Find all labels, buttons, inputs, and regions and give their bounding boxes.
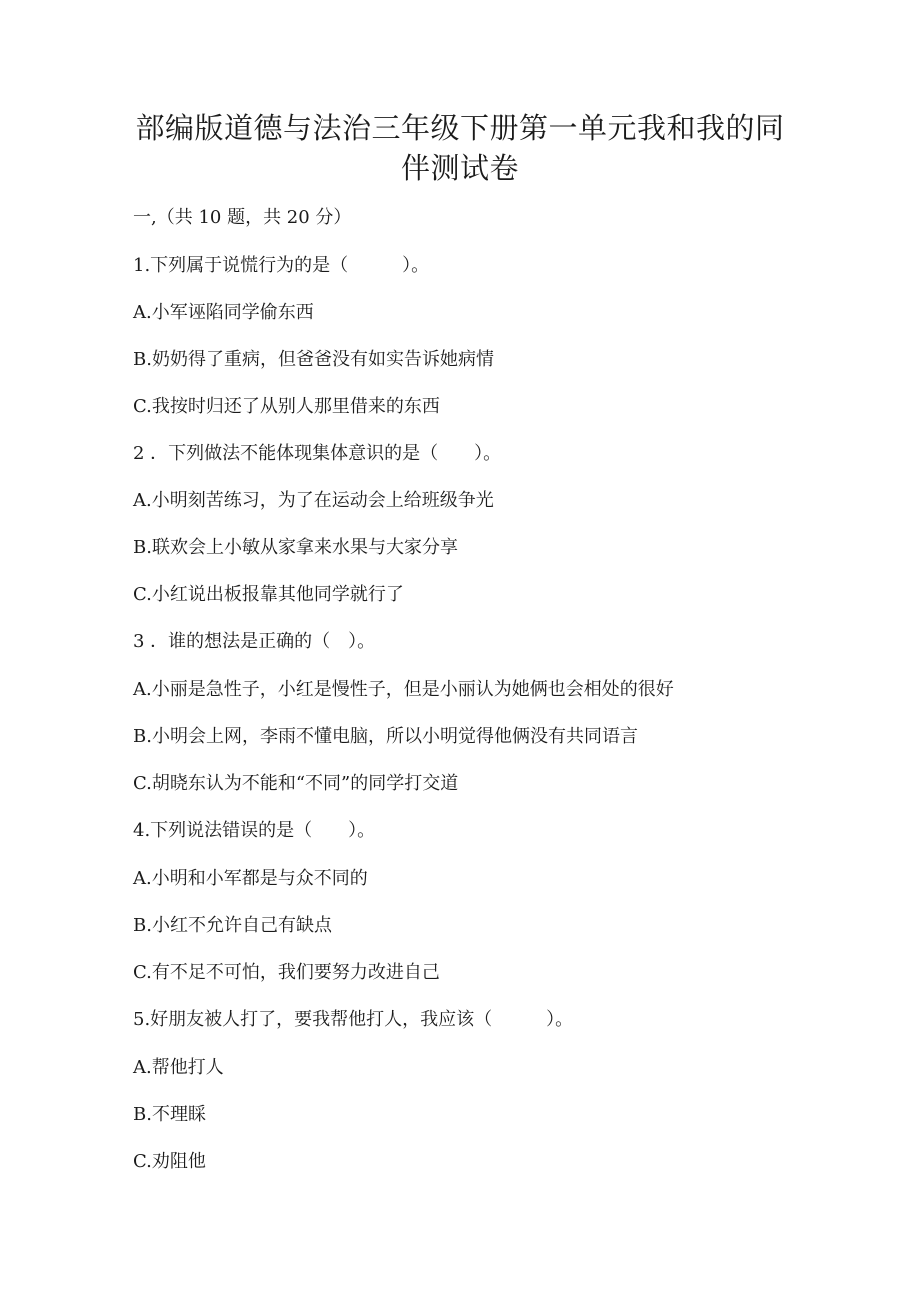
question-3-option-c: C.胡晓东认为不能和“不同”的同学打交道 xyxy=(133,773,459,794)
question-4-option-b: B.小红不允许自己有缺点 xyxy=(133,915,332,936)
question-5-option-a: A.帮他打人 xyxy=(133,1057,224,1078)
document-title xyxy=(120,108,800,188)
question-3-stem: 3 ．谁的想法是正确的（ ）。 xyxy=(133,631,376,652)
question-2-option-a: A.小明刻苦练习，为了在运动会上给班级争光 xyxy=(133,490,494,511)
question-4-option-c: C.有不足不可怕，我们要努力改进自己 xyxy=(133,962,440,983)
section-heading: 一,（共 10 题，共 20 分） xyxy=(133,207,352,228)
question-4-stem: 4.下列说法错误的是（ ）。 xyxy=(133,820,376,841)
question-1-option-b: B.奶奶得了重病，但爸爸没有如实告诉她病情 xyxy=(133,349,494,370)
question-5-option-b: B.不理睬 xyxy=(133,1104,206,1125)
question-3-option-b: B.小明会上网，李雨不懂电脑，所以小明觉得他俩没有共同语言 xyxy=(133,726,638,747)
question-4-option-a: A.小明和小军都是与众不同的 xyxy=(133,868,368,889)
question-1-stem: 1.下列属于说慌行为的是（ ）。 xyxy=(133,255,430,276)
question-5-option-c: C.劝阻他 xyxy=(133,1151,206,1172)
question-2-option-b: B.联欢会上小敏从家拿来水果与大家分享 xyxy=(133,537,458,558)
question-5-stem: 5.好朋友被人打了，要我帮他打人，我应该（ ）。 xyxy=(133,1009,574,1030)
title-line-1: 部编版道德与法治三年级下册第一单元我和我的同 xyxy=(135,111,785,145)
question-2-stem: 2 ．下列做法不能体现集体意识的是（ ）。 xyxy=(133,443,502,464)
question-3-option-a: A.小丽是急性子，小红是慢性子，但是小丽认为她俩也会相处的很好 xyxy=(133,679,674,700)
question-1-option-c: C.我按时归还了从别人那里借来的东西 xyxy=(133,396,440,417)
question-1-option-a: A.小军诬陷同学偷东西 xyxy=(133,302,314,323)
title-line-2: 伴测试卷 xyxy=(400,151,519,185)
question-2-option-c: C.小红说出板报靠其他同学就行了 xyxy=(133,584,404,605)
